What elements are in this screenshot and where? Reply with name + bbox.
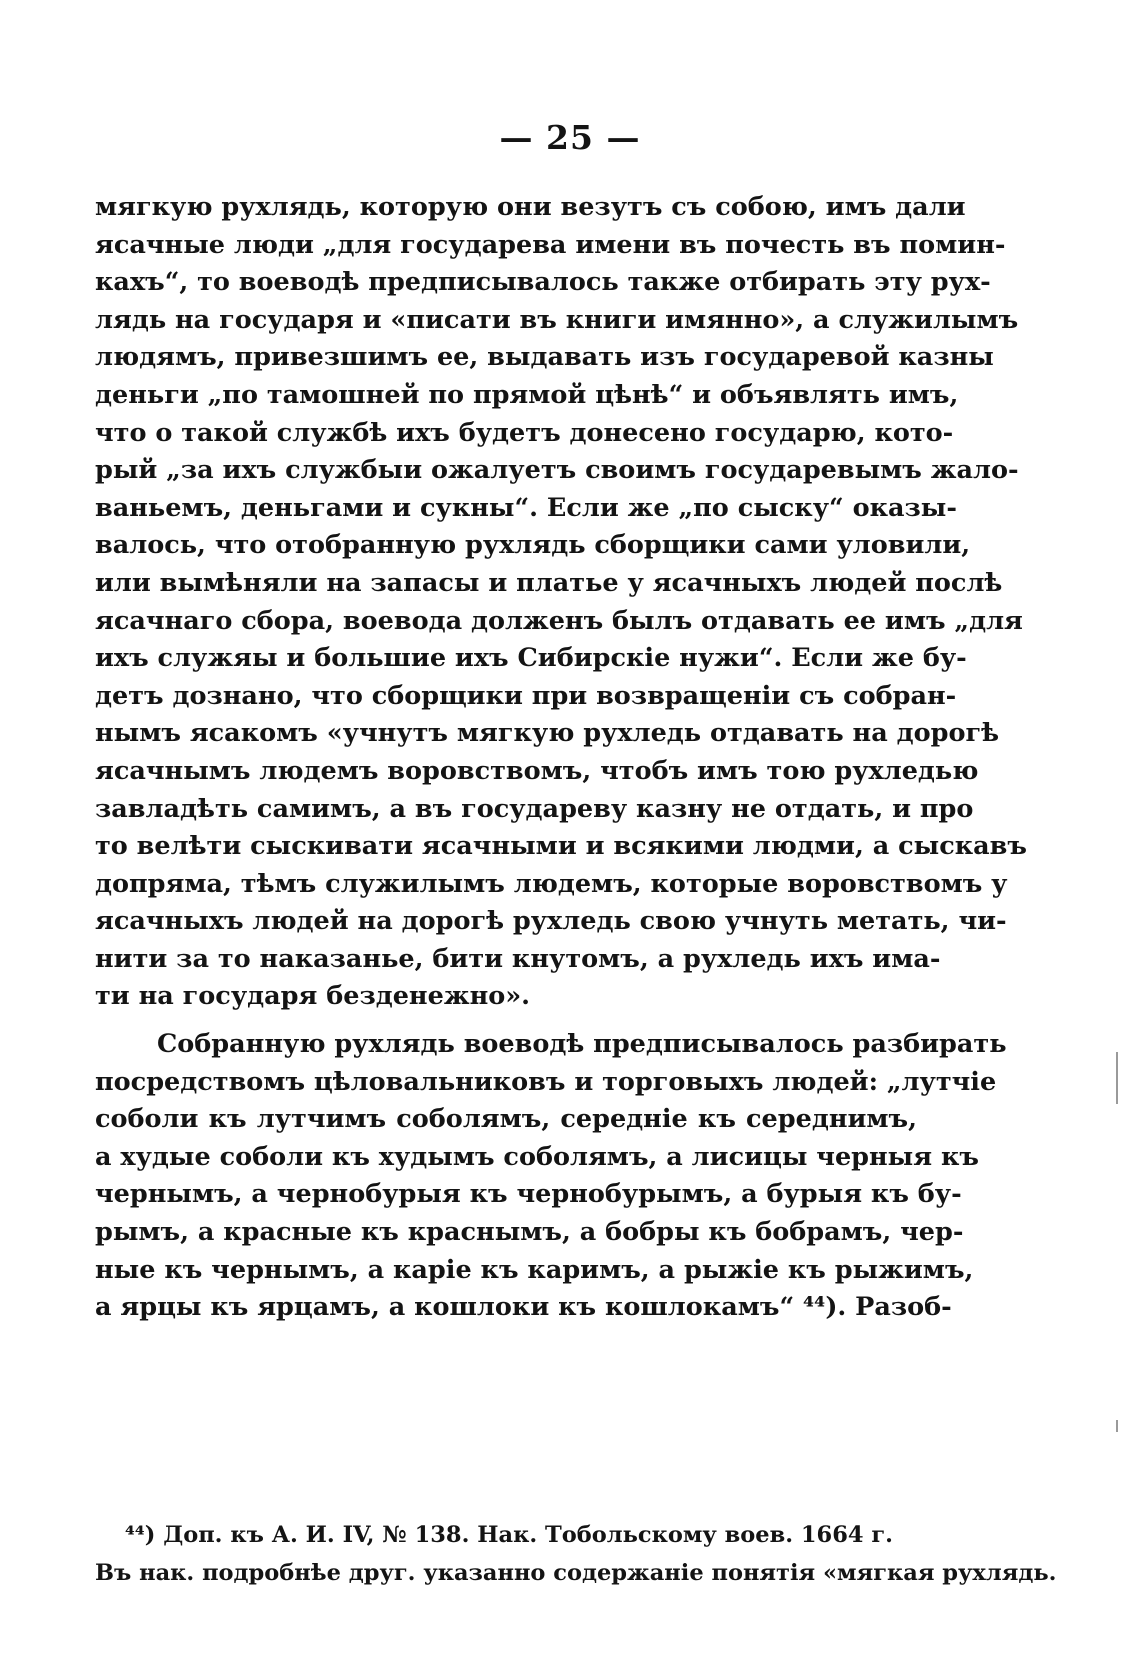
text-line: деньги „по тамошней по прямой цѣнѣ“ и объявлять имъ,: [95, 379, 959, 410]
page-number: — 25 —: [499, 118, 641, 157]
text-line: что о такой службѣ ихъ будетъ донесено государю, кото-: [95, 417, 954, 448]
text-line: рымъ, а красные къ краснымъ, а бобры къ бобрамъ, чер-: [95, 1217, 964, 1248]
footnote-line: ⁴⁴) Доп. къ А. И. IV, № 138. Нак. Тобольскому воев. 1664 г.: [125, 1522, 893, 1548]
main-text: [95, 189, 1027, 1327]
footnote-line: Въ нак. подробнѣе друг. указанно содержаніе понятія «мягкая рухлядь.: [95, 1560, 1057, 1586]
text-line: ясачнымъ людемъ воровствомъ, чтобъ имъ тою рухледью: [95, 755, 979, 786]
text-line: лядь на государя и «писати въ книги имянно», а служилымъ: [95, 304, 1019, 335]
text-line: кахъ“, то воеводѣ предписывалось также отбирать эту рух-: [95, 267, 991, 298]
text-line: нити за то наказанье, бити кнутомъ, а рухледь ихъ има-: [95, 943, 941, 974]
text-line: ясачные люди „для государева имени въ почесть въ помин-: [95, 229, 1006, 260]
text-line: валось, что отобранную рухлядь сборщики сами уловили,: [95, 530, 971, 561]
paragraph-gap: [95, 1016, 917, 1026]
text-line: ясачныхъ людей на дорогѣ рухледь свою учнуть метать, чи-: [95, 906, 1007, 937]
text-line: детъ дознано, что сборщики при возвращеніи съ собран-: [95, 680, 957, 711]
scan-edge-mark: [1116, 1420, 1118, 1432]
text-line: допряма, тѣмъ служилымъ людемъ, которые воровствомъ у: [95, 868, 1008, 899]
text-line: ваньемъ, деньгами и сукны“. Если же „по сыску“ оказы-: [95, 492, 957, 523]
text-line: или вымѣняли на запасы и платье у ясачныхъ людей послѣ: [95, 567, 1003, 598]
text-line: соболи къ лутчимъ соболямъ, середніе къ середнимъ,: [95, 1104, 917, 1135]
text-line: то велѣти сыскивати ясачными и всякими людми, а сыскавъ: [95, 831, 1027, 862]
footnote: [95, 1516, 1057, 1592]
text-line: ные къ чернымъ, а каріе къ каримъ, а рыжіе къ рыжимъ,: [95, 1254, 974, 1285]
text-line: людямъ, привезшимъ ее, выдавать изъ государевой казны: [95, 342, 994, 373]
text-line: а ярцы къ ярцамъ, а кошлоки къ кошлокамъ“ ⁴⁴). Разоб-: [95, 1292, 952, 1323]
text-line: Собранную рухлядь воеводѣ предписывалось разбирать: [157, 1029, 1007, 1060]
text-line: завладѣть самимъ, а въ государеву казну не отдать, и про: [95, 793, 974, 824]
text-line: а худые соболи къ худымъ соболямъ, а лисицы черныя къ: [95, 1141, 979, 1172]
text-line: ти на государя безденежно».: [95, 981, 531, 1012]
text-line: посредствомъ цѣловальниковъ и торговыхъ людей: „лутчіе: [95, 1066, 997, 1097]
scan-edge-mark: [1116, 1052, 1118, 1104]
text-line: ясачнаго сбора, воевода долженъ былъ отдавать ее имъ „для: [95, 605, 1023, 636]
text-line: чернымъ, а чернобурыя къ чернобурымъ, а бурыя къ бу-: [95, 1179, 962, 1210]
text-line: нымъ ясакомъ «учнутъ мягкую рухледь отдавать на дорогѣ: [95, 718, 1000, 749]
text-line: рый „за ихъ службыи ожалуетъ своимъ государевымъ жало-: [95, 455, 1019, 486]
text-line: мягкую рухлядь, которую они везутъ съ собою, имъ дали: [95, 192, 966, 222]
text-line: ихъ служяы и большие ихъ Сибирскіе нужи“. Если же бу-: [95, 643, 967, 674]
